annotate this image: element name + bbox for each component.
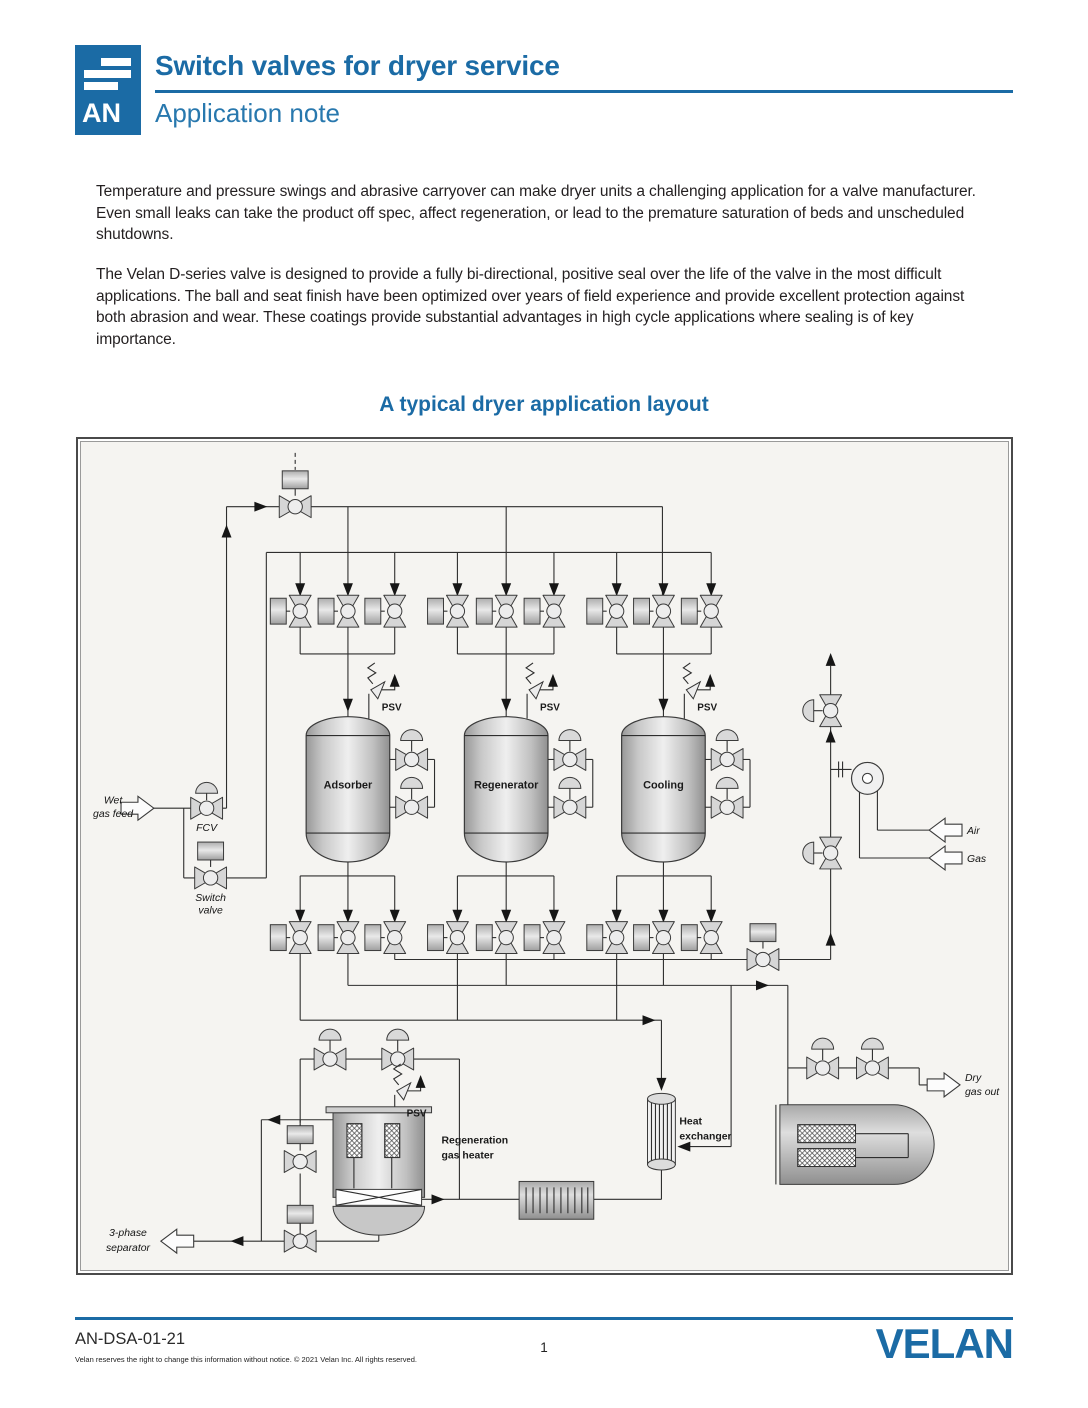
blower [852,762,884,794]
air-inlet [929,818,980,842]
heat-exchanger-label: Heat [679,1116,702,1128]
psv-label: PSV [540,702,560,714]
fcv-valve [191,782,223,819]
psv-label: PSV [697,702,718,714]
psv-adsorber [368,663,402,714]
cooling-label: Cooling [643,779,684,792]
logo-line-icon [84,70,131,78]
return-header-valve [747,924,779,971]
dry-gas-out-label: gas out [964,1086,1000,1098]
switch-valve-label: valve [198,905,223,917]
adsorber-vessel [306,717,434,862]
adsorber-label: Adsorber [323,779,373,792]
heat-exchanger-label: exchanger [679,1131,732,1143]
psv-regenerator [526,663,560,714]
dryer-layout-diagram [76,437,1013,1275]
velan-logo: VELAN [875,1320,1013,1367]
page-number: 1 [540,1340,548,1355]
fired-heater-vessel [776,1105,934,1185]
page-title: Switch valves for dryer service [155,50,560,81]
dry-gas-valves [807,1038,889,1079]
heater-inlet-valve [284,1126,316,1173]
legal-text: Velan reserves the right to change this information without notice. © 2021 Velan Inc. All rights reserved. [75,1355,417,1364]
separator-arrow [161,1229,194,1253]
cooling-vessel [622,717,750,862]
gas-arrow [929,846,962,870]
wet-gas-feed [93,795,154,820]
regenerator-label: Regenerator [473,779,539,792]
separator-label: 3-phase [109,1228,147,1240]
document-number: AN-DSA-01-21 [75,1330,186,1348]
air-label: Air [966,826,980,838]
fcv-label: FCV [196,823,218,835]
three-phase-separator [106,1228,194,1254]
logo-line-icon [84,82,118,90]
psv-label: PSV [381,702,402,714]
intro-paragraph: Temperature and pressure swings and abrasive carryover can make dryer units a challenging application for a valve manufacturer. Even small leaks can take the product off spec, affect regeneration, or lead to the premature saturation of beds and unscheduled shutdowns. [96,183,976,243]
regen-heater-label: gas heater [441,1150,494,1162]
regen-heater-label: Regeneration [441,1135,509,1147]
separator-line-valve [284,1205,316,1252]
logo-line-icon [101,58,131,66]
wet-gas-feed-label: Wet [103,795,123,807]
heater-bypass-valves [314,1029,414,1070]
dry-gas-out [927,1073,1000,1098]
top-switch-valve [279,471,311,518]
valve-manifold-top [270,583,722,627]
air-cooler [519,1181,594,1219]
page-subtitle: Application note [155,98,341,128]
vent-valves [803,695,842,869]
separator-label: separator [105,1243,151,1255]
an-logo [75,45,141,135]
regeneration-gas-heater [326,1107,508,1235]
psv-cooling [683,663,717,714]
psv-label: PSV [406,1108,427,1120]
section-heading: A typical dryer application layout [379,393,709,416]
dry-gas-out-arrow [927,1073,960,1097]
logo-text: AN [82,98,121,128]
air-arrow [929,818,962,842]
regenerator-vessel [464,717,592,862]
wet-gas-feed-label: gas feed [93,809,134,821]
gas-inlet [929,846,986,870]
header-divider [155,90,1013,93]
gas-label: Gas [966,853,987,865]
switch-valve-label: Switch [195,892,226,904]
switch-valve [195,842,227,889]
valve-manifold-bottom [270,910,722,954]
heat-exchanger [648,1093,732,1170]
dry-gas-out-label: Dry [964,1072,982,1084]
product-paragraph: The Velan D-series valve is designed to provide a fully bi-directional, positive seal over the life of the valve in the most difficult applications. The ball and seat finish have been optimized over years of field experience and provide excellent protection against both abrasion and wear. These coatings provide substantial advantages in high cycle applications where sealing is of key importance. [96,266,965,348]
